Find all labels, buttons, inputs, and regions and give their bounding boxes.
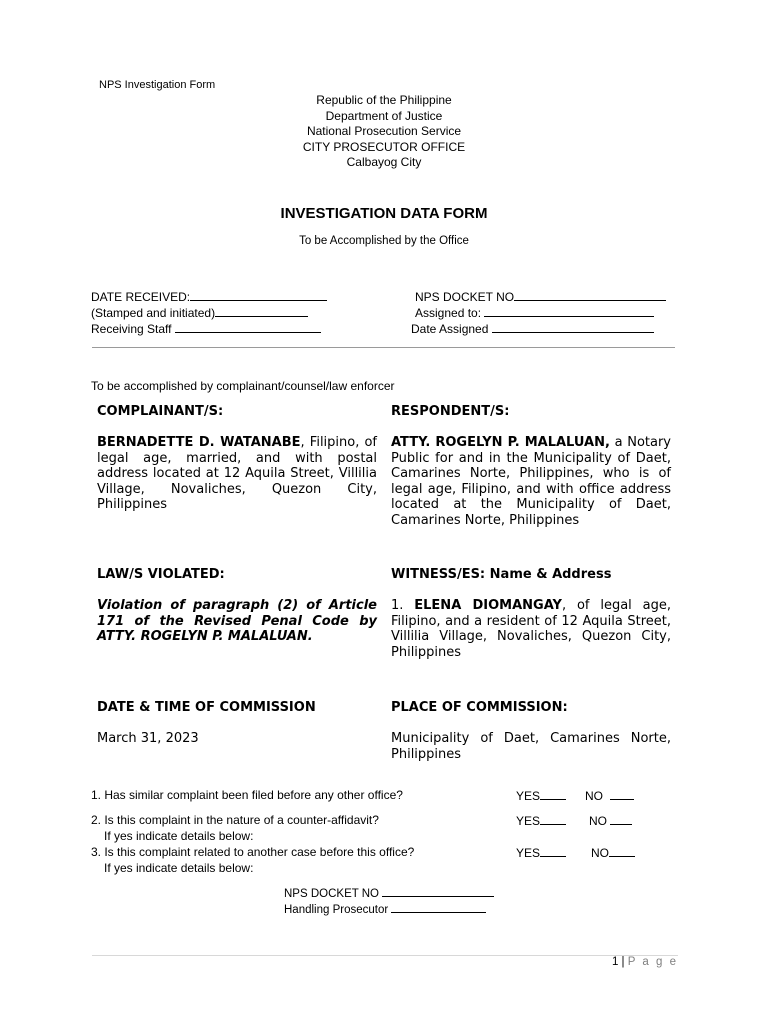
question-2-no-line[interactable]	[610, 813, 632, 825]
handling-prosecutor-label: Handling Prosecutor	[284, 904, 389, 916]
question-1: 1. Has similar complaint been filed before any other office?	[91, 788, 403, 802]
question-3-yes-line[interactable]	[540, 845, 566, 857]
header-line-nps: National Prosecution Service	[306, 124, 462, 138]
complainant-description: , Filipino, of legal age, married, and with postal address located at 12 Aquila Street, Villilia Village, Novaliches, Quezon City, Philippines	[97, 435, 377, 512]
question-3-no[interactable]	[591, 845, 635, 860]
date-received-field[interactable]	[91, 289, 327, 304]
question-1-no-line[interactable]	[610, 788, 634, 800]
question-1-no-label: NO	[585, 789, 603, 803]
date-assigned-line[interactable]	[492, 321, 654, 333]
bottom-docket-field[interactable]	[284, 885, 494, 900]
complainant-note: To be accomplished by complainant/counsel/law enforcer	[91, 379, 395, 393]
page-word: P a g e	[627, 956, 678, 968]
place-commission-value: Municipality of Daet, Camarines Norte, Philippines	[391, 731, 671, 762]
question-2-yes-label: YES	[516, 814, 541, 828]
header-line-office: CITY PROSECUTOR OFFICE	[302, 139, 466, 154]
receiving-staff-line[interactable]	[175, 321, 321, 333]
witness-name: ELENA DIOMANGAY	[414, 598, 562, 613]
stamped-line[interactable]	[215, 305, 308, 317]
question-1-yes-line[interactable]	[540, 788, 566, 800]
footer-divider	[92, 955, 678, 956]
complainant-details	[97, 435, 377, 513]
respondent-details	[391, 435, 671, 528]
question-2-yes[interactable]	[516, 813, 566, 828]
law-text: Violation of paragraph (2) of Article 171 of the Revised Penal Code by ATTY. ROGELYN P. MALALUAN.	[97, 598, 377, 644]
handling-prosecutor-line[interactable]	[391, 901, 486, 913]
question-3-yes[interactable]	[516, 845, 566, 860]
complainant-name: BERNADETTE D. WATANABE	[97, 435, 301, 450]
assigned-to-field[interactable]	[415, 305, 654, 320]
respondent-label: RESPONDENT/S:	[391, 404, 510, 419]
page-footer	[612, 956, 678, 968]
section-divider	[92, 347, 675, 348]
question-2: 2. Is this complaint in the nature of a counter-affidavit?	[91, 813, 379, 827]
bottom-docket-label: NPS DOCKET NO	[284, 888, 379, 900]
witness-description: , of legal age, Filipino, and a resident of 12 Aquila Street, Villilia Village, Novaliches, Quezon City, Philippines	[391, 598, 671, 660]
docket-no-field[interactable]	[415, 289, 666, 304]
date-received-label: DATE RECEIVED:	[91, 290, 191, 304]
question-1-no[interactable]	[585, 788, 634, 803]
question-2-instruction: If yes indicate details below:	[104, 829, 254, 843]
date-assigned-field[interactable]	[411, 321, 654, 336]
bottom-docket-line[interactable]	[382, 885, 494, 897]
date-received-line[interactable]	[190, 289, 327, 301]
witness-prefix: 1.	[391, 598, 415, 613]
header-line-department: Department of Justice	[325, 108, 443, 123]
docket-no-label: NPS DOCKET NO	[415, 290, 515, 304]
question-3: 3. Is this complaint related to another case before this office?	[91, 845, 415, 859]
assigned-to-label: Assigned to:	[415, 306, 482, 320]
header-line-city: Calbayog City	[346, 155, 422, 169]
page-number: 1	[611, 956, 619, 968]
page-subtitle: To be Accomplished by the Office	[299, 235, 469, 247]
header-line-republic: Republic of the Philippine	[316, 93, 452, 107]
question-3-instruction: If yes indicate details below:	[104, 861, 254, 875]
question-3-yes-label: YES	[516, 846, 541, 860]
law-label: LAW/S VIOLATED:	[97, 567, 225, 582]
receiving-staff-label: Receiving Staff	[91, 322, 172, 336]
question-2-yes-line[interactable]	[540, 813, 566, 825]
complainant-label: COMPLAINANT/S:	[97, 404, 224, 419]
respondent-description: a Notary Public for and in the Municipality of Daet, Camarines Norte, Philippines, who is of legal age, Filipino, and with office address located at the Municipality of Daet, Camarines Norte, Philippines	[391, 435, 672, 528]
docket-no-line[interactable]	[514, 289, 666, 301]
question-3-no-line[interactable]	[609, 845, 635, 857]
date-commission-label: DATE & TIME OF COMMISSION	[97, 700, 316, 715]
witness-label: WITNESS/ES: Name & Address	[391, 567, 612, 582]
witness-details	[391, 598, 671, 660]
date-assigned-label: Date Assigned	[411, 322, 489, 336]
date-commission-value: March 31, 2023	[97, 731, 199, 746]
place-commission-label: PLACE OF COMMISSION:	[391, 700, 568, 715]
page-separator: |	[621, 956, 625, 968]
receiving-staff-field[interactable]	[91, 321, 321, 336]
stamped-label: (Stamped and initiated)	[91, 306, 216, 320]
question-2-no[interactable]	[589, 813, 632, 828]
page-title: INVESTIGATION DATA FORM	[280, 205, 488, 222]
stamped-field[interactable]	[91, 305, 308, 320]
assigned-to-line[interactable]	[484, 305, 654, 317]
respondent-name: ATTY. ROGELYN P. MALALUAN,	[391, 435, 610, 450]
agency-header	[0, 93, 768, 171]
question-3-no-label: NO	[591, 846, 609, 860]
question-2-no-label: NO	[589, 814, 607, 828]
handling-prosecutor-field[interactable]	[284, 901, 486, 916]
question-1-yes[interactable]	[516, 788, 566, 803]
form-label: NPS Investigation Form	[99, 79, 216, 91]
question-1-yes-label: YES	[516, 789, 541, 803]
